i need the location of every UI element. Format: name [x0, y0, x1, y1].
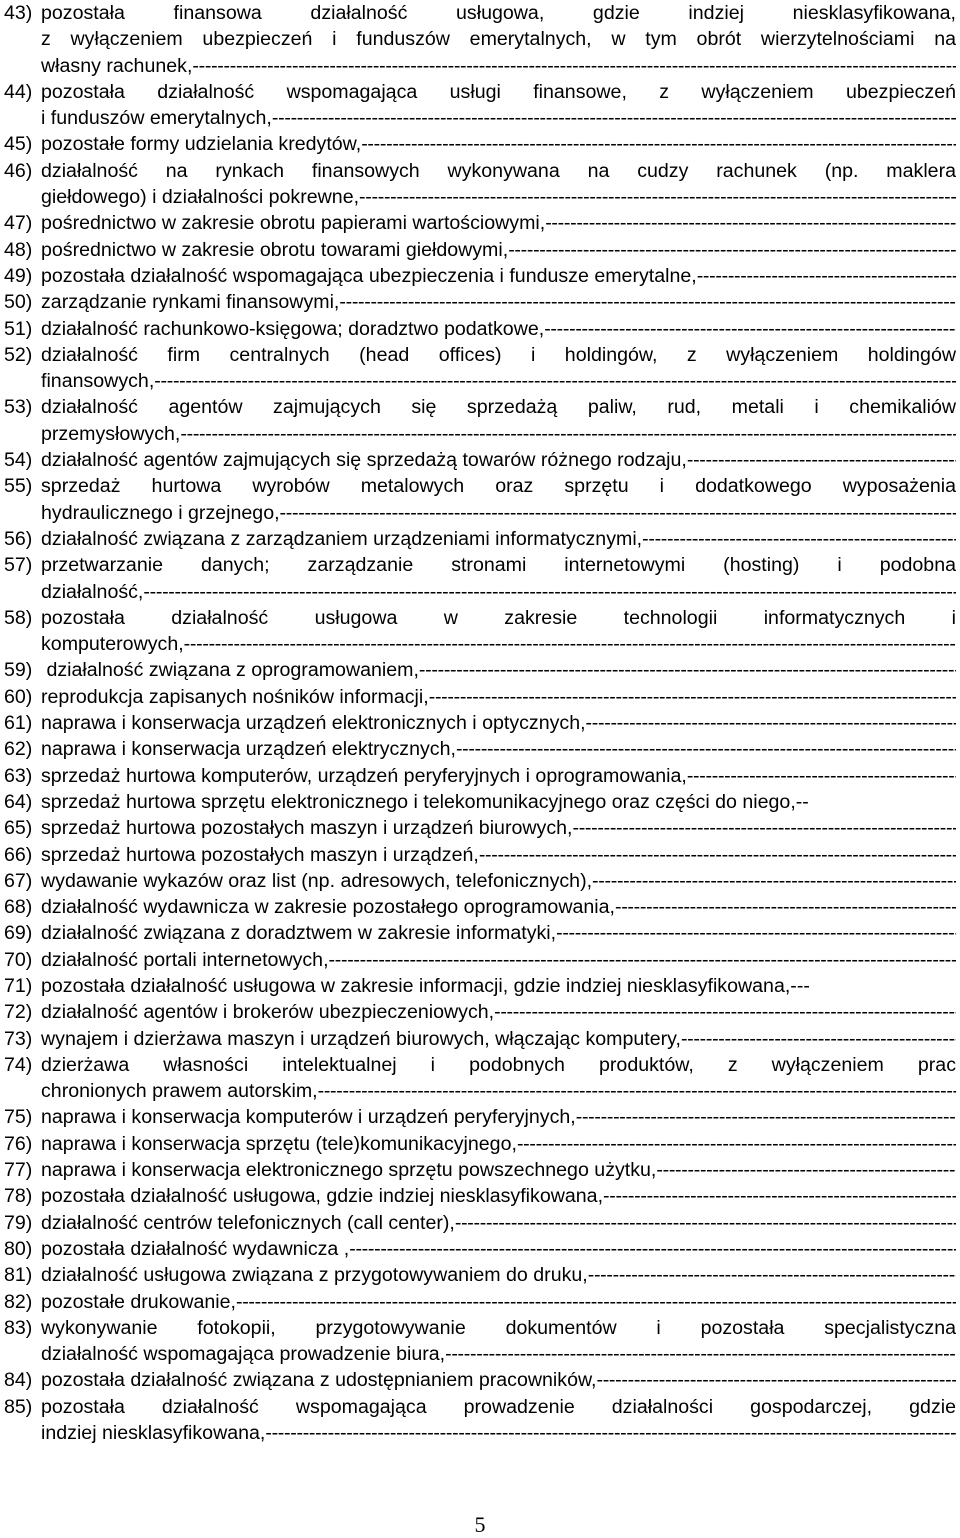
item-number: 64) [4, 790, 33, 813]
list-item [4, 1210, 956, 1236]
item-text [41, 947, 956, 973]
line-text: naprawa i konserwacja sprzętu (tele)komunikacyjnego, [41, 1132, 517, 1155]
dash-leader [318, 1078, 956, 1104]
item-text [41, 763, 956, 789]
text-line [41, 105, 956, 131]
text-line [41, 579, 956, 605]
dash-leader [556, 920, 956, 946]
line-text: działalność centrów telefonicznych (call center), [41, 1211, 455, 1234]
line-text: pośrednictwo w zakresie obrotu towarami giełdowymi, [41, 238, 509, 261]
list-item [4, 1262, 956, 1288]
line-text: pozostała działalność wspomagająca usługi finansowe, z wyłączeniem ubezpieczeń [41, 80, 956, 103]
line-text: wykonywanie fotokopii, przygotowywanie dokumentów i pozostała specjalistyczna [41, 1316, 956, 1339]
dash-leader [143, 579, 956, 605]
text-line [41, 920, 956, 946]
line-text: pośrednictwo w zakresie obrotu papierami wartościowymi, [41, 212, 546, 235]
item-text [41, 736, 956, 762]
dash-leader [455, 1210, 956, 1236]
item-number: 46) [4, 159, 33, 182]
list-item [4, 763, 956, 789]
item-text [41, 894, 956, 920]
text-line [41, 684, 956, 710]
item-number: 47) [4, 212, 33, 235]
item-number: 74) [4, 1053, 33, 1076]
item-text [41, 1183, 956, 1209]
dash-leader [681, 1026, 956, 1052]
dash-leader [656, 1157, 956, 1183]
list-item [4, 894, 956, 920]
dash-leader [339, 289, 956, 315]
list-item [4, 999, 956, 1025]
list-item [4, 342, 956, 395]
text-line [41, 131, 956, 157]
list-item [4, 526, 956, 552]
dash-leader [192, 53, 956, 79]
item-text [41, 79, 956, 132]
item-number: 72) [4, 1001, 33, 1024]
list-item [4, 473, 956, 526]
item-number: 80) [4, 1237, 33, 1260]
dash-leader [697, 263, 956, 289]
item-number: 43) [4, 2, 33, 24]
item-number: 71) [4, 974, 33, 997]
text-line [41, 1420, 956, 1446]
line-text: własny rachunek, [41, 54, 193, 77]
list-item [4, 684, 956, 710]
item-text [41, 131, 956, 157]
text-line [41, 657, 956, 683]
list-item [4, 868, 956, 894]
item-number: 56) [4, 527, 33, 550]
text-line [41, 342, 956, 368]
line-text: przemysłowych, [41, 422, 181, 445]
dash-leader [236, 1289, 956, 1315]
dash-leader [576, 1104, 956, 1130]
line-text: działalność wspomagająca prowadzenie biura, [41, 1343, 446, 1366]
item-number: 44) [4, 80, 33, 103]
text-line [41, 1183, 956, 1209]
item-number: 51) [4, 317, 33, 340]
item-text [41, 657, 956, 683]
item-text [41, 1052, 956, 1105]
line-text: z wyłączeniem ubezpieczeń i funduszów emerytalnych, w tym obrót wierzytelnościami na [41, 28, 956, 51]
dash-leader [361, 131, 956, 157]
list-item [4, 263, 956, 289]
text-line [41, 1052, 956, 1078]
item-number: 61) [4, 712, 33, 735]
dash-leader [517, 1131, 956, 1157]
item-number: 63) [4, 764, 33, 787]
line-text: pozostała działalność związana z udostępnianiem pracowników, [41, 1369, 597, 1392]
item-number: 85) [4, 1395, 33, 1418]
line-text: działalność usługowa związana z przygotowywaniem do druku, [41, 1264, 588, 1287]
item-number: 58) [4, 606, 33, 629]
line-text: naprawa i konserwacja urządzeń elektronicznych i optycznych, [41, 712, 586, 735]
dash-leader [329, 947, 956, 973]
item-number: 62) [4, 738, 33, 761]
list-item [4, 394, 956, 447]
list-item [4, 1183, 956, 1209]
dash-leader [359, 184, 956, 210]
line-text: działalność związana z oprogramowaniem, [41, 659, 419, 682]
list-item [4, 1052, 956, 1105]
text-line [41, 1289, 956, 1315]
dash-leader [544, 316, 956, 342]
line-text: przetwarzanie danych; zarządzanie stronami internetowymi (hosting) i podobna [41, 554, 956, 577]
dash-leader [615, 894, 956, 920]
dash-leader [586, 710, 956, 736]
line-text: pozostała działalność wspomagająca prowadzenie działalności gospodarczej, gdzie [41, 1395, 956, 1418]
line-text: pozostała działalność usługowa w zakresie informacji, gdzie indziej niesklasyfikowana,--- [41, 974, 810, 997]
dash-leader [479, 842, 956, 868]
list-item [4, 1394, 956, 1447]
list-item [4, 1026, 956, 1052]
text-line [41, 763, 956, 789]
line-text: wydawanie wykazów oraz list (np. adresowych, telefonicznych), [41, 869, 593, 892]
item-number: 77) [4, 1159, 33, 1182]
item-number: 83) [4, 1316, 33, 1339]
item-text [41, 973, 956, 999]
list-item [4, 973, 956, 999]
line-text: działalność wydawnicza w zakresie pozostałego oprogramowania, [41, 896, 615, 919]
text-line [41, 815, 956, 841]
text-line [41, 26, 956, 52]
text-line [41, 1104, 956, 1130]
item-text [41, 289, 956, 315]
item-text [41, 342, 956, 395]
list-item [4, 1131, 956, 1157]
list-item [4, 1315, 956, 1368]
line-text: dzierżawa własności intelektualnej i podobnych produktów, z wyłączeniem prac [41, 1053, 956, 1076]
item-text [41, 447, 956, 473]
dash-leader [419, 657, 956, 683]
list-item [4, 657, 956, 683]
line-text: działalność firm centralnych (head offices) i holdingów, z wyłączeniem holdingów [41, 343, 956, 366]
dash-leader [642, 526, 956, 552]
item-number: 70) [4, 948, 33, 971]
item-text [41, 237, 956, 263]
text-line [41, 1078, 956, 1104]
item-text [41, 1394, 956, 1447]
line-text: sprzedaż hurtowa sprzętu elektronicznego i telekomunikacyjnego oraz części do niego,-- [41, 790, 809, 813]
text-line [41, 368, 956, 394]
item-text [41, 1210, 956, 1236]
list-item [4, 131, 956, 157]
document-list [4, 0, 956, 1446]
item-text [41, 1157, 956, 1183]
item-text [41, 605, 956, 658]
text-line [41, 868, 956, 894]
line-text: sprzedaż hurtowa komputerów, urządzeń peryferyjnych i oprogramowania, [41, 764, 687, 787]
line-text: pozostała działalność wspomagająca ubezpieczenia i fundusze emerytalne, [41, 264, 697, 287]
list-item [4, 289, 956, 315]
item-text [41, 1289, 956, 1315]
item-text [41, 999, 956, 1025]
dash-leader [603, 1183, 956, 1209]
list-item [4, 710, 956, 736]
item-number: 57) [4, 554, 33, 577]
line-text: i funduszów emerytalnych, [41, 107, 272, 130]
line-text: działalność agentów zajmujących się sprzedażą towarów różnego rodzaju, [41, 449, 687, 472]
line-text: zarządzanie rynkami finansowymi, [41, 291, 340, 314]
item-number: 65) [4, 817, 33, 840]
text-line [41, 736, 956, 762]
item-text [41, 789, 956, 815]
text-line [41, 710, 956, 736]
text-line [41, 210, 956, 236]
list-item [4, 0, 956, 79]
list-item [4, 447, 956, 473]
text-line [41, 552, 956, 578]
item-text [41, 815, 956, 841]
line-text: komputerowych, [41, 633, 184, 656]
text-line [41, 1315, 956, 1341]
line-text: działalność rachunkowo-księgowa; doradztwo podatkowe, [41, 317, 545, 340]
text-line [41, 973, 956, 999]
list-item [4, 815, 956, 841]
item-text [41, 1367, 956, 1393]
list-item [4, 920, 956, 946]
list-item [4, 1289, 956, 1315]
item-text [41, 1026, 956, 1052]
item-text [41, 316, 956, 342]
text-line [41, 526, 956, 552]
dash-leader [596, 1367, 956, 1393]
dash-leader [265, 1420, 956, 1446]
dash-leader [687, 763, 956, 789]
list-item [4, 1157, 956, 1183]
dash-leader [154, 368, 956, 394]
item-number: 68) [4, 896, 33, 919]
line-text: działalność agentów zajmujących się sprzedażą paliw, rud, metali i chemikaliów [41, 396, 956, 419]
dash-leader [545, 210, 956, 236]
line-text: działalność, [41, 580, 144, 603]
item-number: 48) [4, 238, 33, 261]
line-text: pozostała działalność usługowa w zakresie technologii informatycznych i [41, 606, 956, 629]
item-text [41, 1315, 956, 1368]
item-number: 54) [4, 449, 33, 472]
item-text [41, 394, 956, 447]
text-line [41, 1026, 956, 1052]
dash-leader [180, 421, 956, 447]
dash-leader [349, 1236, 956, 1262]
item-number: 49) [4, 264, 33, 287]
item-text [41, 263, 956, 289]
text-line [41, 53, 956, 79]
item-number: 52) [4, 343, 33, 366]
line-text: sprzedaż hurtowa pozostałych maszyn i urządzeń, [41, 843, 479, 866]
line-text: reprodukcja zapisanych nośników informacji, [41, 685, 429, 708]
item-text [41, 473, 956, 526]
dash-leader [572, 815, 956, 841]
line-text: działalność związana z doradztwem w zakresie informatyki, [41, 922, 557, 945]
line-text: działalność związana z zarządzaniem urządzeniami informatycznymi, [41, 527, 643, 550]
list-item [4, 79, 956, 132]
item-number: 75) [4, 1106, 33, 1129]
item-number: 50) [4, 291, 33, 314]
text-line [41, 421, 956, 447]
line-text: naprawa i konserwacja urządzeń elektrycznych, [41, 738, 456, 761]
item-text [41, 684, 956, 710]
dash-leader [456, 736, 956, 762]
text-line [41, 1262, 956, 1288]
line-text: naprawa i konserwacja elektronicznego sprzętu powszechnego użytku, [41, 1159, 657, 1182]
line-text: indziej niesklasyfikowana, [41, 1422, 266, 1445]
list-item [4, 1104, 956, 1130]
text-line [41, 947, 956, 973]
list-item [4, 1236, 956, 1262]
dash-leader [508, 237, 956, 263]
item-text [41, 210, 956, 236]
line-text: działalność na rynkach finansowych wykonywana na cudzy rachunek (np. maklera [41, 159, 956, 182]
list-item [4, 605, 956, 658]
list-item [4, 947, 956, 973]
line-text: giełdowego) i działalności pokrewne, [41, 186, 360, 209]
page-number: 5 [474, 1512, 486, 1537]
item-number: 73) [4, 1027, 33, 1050]
text-line [41, 394, 956, 420]
item-number: 55) [4, 475, 33, 498]
list-item [4, 158, 956, 211]
line-text: pozostała działalność usługowa, gdzie indziej niesklasyfikowana, [41, 1185, 604, 1208]
list-item [4, 842, 956, 868]
item-text [41, 868, 956, 894]
item-number: 81) [4, 1264, 33, 1287]
text-line [41, 631, 956, 657]
list-item [4, 210, 956, 236]
dash-leader [429, 684, 956, 710]
text-line [41, 1157, 956, 1183]
dash-leader [687, 447, 956, 473]
line-text: finansowych, [41, 370, 155, 393]
item-number: 69) [4, 922, 33, 945]
line-text: pozostałe formy udzielania kredytów, [41, 133, 362, 156]
text-line [41, 999, 956, 1025]
line-text: chronionych prawem autorskim, [41, 1080, 318, 1103]
dash-leader [272, 105, 956, 131]
dash-leader [280, 500, 956, 526]
line-text: działalność agentów i brokerów ubezpieczeniowych, [41, 1001, 495, 1024]
list-item [4, 552, 956, 605]
dash-leader [445, 1341, 956, 1367]
item-text [41, 1236, 956, 1262]
item-number: 84) [4, 1369, 33, 1392]
item-text [41, 1262, 956, 1288]
item-text [41, 158, 956, 211]
list-item [4, 237, 956, 263]
text-line [41, 289, 956, 315]
text-line [41, 1131, 956, 1157]
item-number: 59) [4, 659, 33, 682]
item-number: 45) [4, 133, 33, 156]
text-line [41, 0, 956, 26]
line-text: działalność portali internetowych, [41, 948, 329, 971]
item-text [41, 526, 956, 552]
line-text: naprawa i konserwacja komputerów i urządzeń peryferyjnych, [41, 1106, 576, 1129]
item-text [41, 1104, 956, 1130]
text-line [41, 79, 956, 105]
list-item [4, 736, 956, 762]
text-line [41, 842, 956, 868]
line-text: pozostałe drukowanie, [41, 1290, 236, 1313]
text-line [41, 473, 956, 499]
item-text [41, 710, 956, 736]
text-line [41, 1367, 956, 1393]
item-number: 67) [4, 869, 33, 892]
dash-leader [184, 631, 956, 657]
text-line [41, 894, 956, 920]
item-text [41, 0, 956, 79]
item-number: 78) [4, 1185, 33, 1208]
item-number: 79) [4, 1211, 33, 1234]
text-line [41, 605, 956, 631]
text-line [41, 184, 956, 210]
text-line [41, 1236, 956, 1262]
line-text: sprzedaż hurtowa wyrobów metalowych oraz sprzętu i dodatkowego wyposażenia [41, 475, 956, 498]
text-line [41, 237, 956, 263]
text-line [41, 1394, 956, 1420]
item-text [41, 842, 956, 868]
item-text [41, 552, 956, 605]
item-number: 60) [4, 685, 33, 708]
text-line [41, 500, 956, 526]
item-text [41, 1131, 956, 1157]
line-text: pozostała finansowa działalność usługowa, gdzie indziej niesklasyfikowana, [41, 2, 956, 24]
line-text: hydraulicznego i grzejnego, [41, 501, 280, 524]
text-line [41, 1210, 956, 1236]
item-number: 66) [4, 843, 33, 866]
line-text: wynajem i dzierżawa maszyn i urządzeń biurowych, włączając komputery, [41, 1027, 681, 1050]
list-item [4, 789, 956, 815]
dash-leader [592, 868, 956, 894]
text-line [41, 316, 956, 342]
item-text [41, 920, 956, 946]
text-line [41, 447, 956, 473]
text-line [41, 263, 956, 289]
dash-leader [588, 1262, 956, 1288]
item-number: 82) [4, 1290, 33, 1313]
text-line [41, 789, 956, 815]
item-number: 53) [4, 396, 33, 419]
item-number: 76) [4, 1132, 33, 1155]
dash-leader [494, 999, 956, 1025]
line-text: sprzedaż hurtowa pozostałych maszyn i urządzeń biurowych, [41, 817, 573, 840]
text-line [41, 158, 956, 184]
line-text: pozostała działalność wydawnicza , [41, 1237, 350, 1260]
text-line [41, 1341, 956, 1367]
list-item [4, 1367, 956, 1393]
list-item [4, 316, 956, 342]
